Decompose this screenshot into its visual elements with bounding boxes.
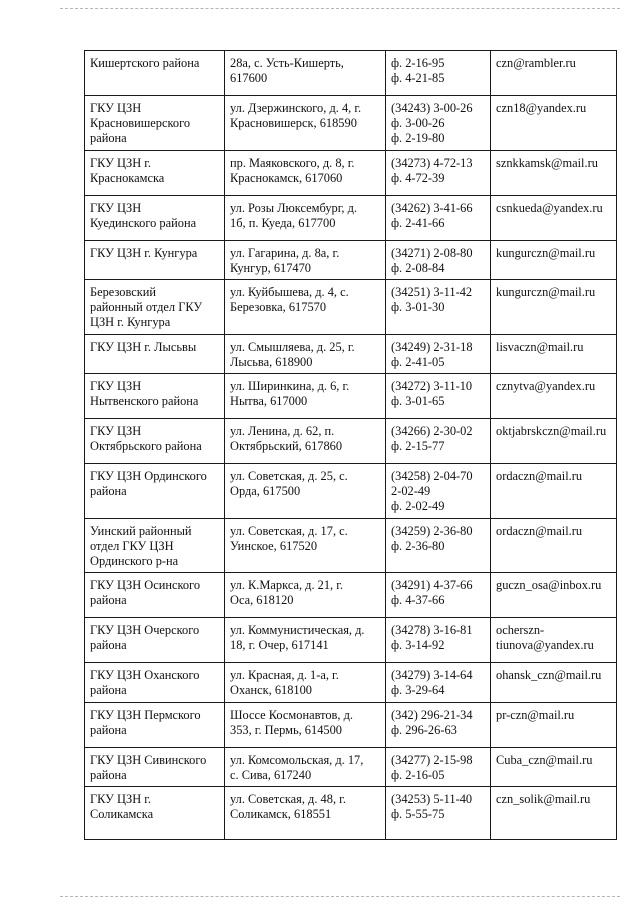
- organization-line: ГКУ ЦЗН Осинского: [90, 578, 201, 593]
- organization-line: ГКУ ЦЗН Ординского: [90, 469, 207, 484]
- phone-cell: [386, 334, 491, 373]
- address-line: 617600: [230, 71, 268, 86]
- organization-line: Октябрьского района: [90, 439, 202, 454]
- address-line: Красновишерск, 618590: [230, 116, 357, 131]
- organization-line: ГКУ ЦЗН Оханского: [90, 668, 200, 683]
- table-row: [85, 195, 617, 240]
- address-line: Соликамск, 618551: [230, 807, 332, 822]
- phone-cell: [386, 464, 491, 519]
- email-cell: [491, 618, 617, 663]
- phone-line: ф. 2-02-49: [391, 499, 445, 514]
- address-line: ул. Розы Люксембург, д.: [230, 200, 357, 215]
- organization-line: ГКУ ЦЗН г.: [90, 792, 152, 807]
- organization-cell: [85, 702, 225, 747]
- table-row: [85, 702, 617, 747]
- address-line: 28а, с. Усть-Кишерть,: [230, 56, 344, 70]
- organization-cell: [85, 374, 225, 419]
- email-line: czn@rambler.ru: [496, 56, 576, 70]
- organization-cell: [85, 240, 225, 279]
- address-cell: [225, 419, 386, 464]
- email-line: czn18@yandex.ru: [496, 101, 587, 115]
- organization-line: района: [90, 638, 127, 653]
- address-line: ул. Красная, д. 1-а, г.: [230, 668, 339, 683]
- table-row: [85, 280, 617, 335]
- email-line: pr-czn@mail.ru: [496, 707, 575, 722]
- phone-cell: [386, 573, 491, 618]
- address-cell: [225, 96, 386, 151]
- organization-line: ГКУ ЦЗН: [90, 379, 142, 394]
- phone-cell: [386, 419, 491, 464]
- address-line: ул. К.Маркса, д. 21, г.: [230, 578, 344, 593]
- email-cell: [491, 747, 617, 786]
- organization-cell: [85, 518, 225, 573]
- scan-edge-bottom: [60, 896, 620, 897]
- email-line: csnkueda@yandex.ru: [496, 200, 603, 215]
- address-cell: [225, 195, 386, 240]
- address-line: Шоссе Космонавтов, д.: [230, 707, 354, 722]
- address-line: Октябрьский, 617860: [230, 439, 343, 454]
- address-cell: [225, 464, 386, 519]
- address-cell: [225, 747, 386, 786]
- phone-line: ф. 3-00-26: [391, 116, 445, 131]
- organization-cell: [85, 787, 225, 840]
- table-row: [85, 419, 617, 464]
- address-line: Краснокамск, 617060: [230, 170, 343, 185]
- email-cell: [491, 787, 617, 840]
- phone-line: (34253) 5-11-40: [391, 792, 473, 807]
- address-line: ул. Комсомольская, д. 17,: [230, 752, 364, 767]
- phone-line: ф. 2-15-77: [391, 439, 445, 454]
- phone-line: ф. 2-08-84: [391, 260, 445, 275]
- phone-cell: [386, 747, 491, 786]
- phone-line: ф. 3-29-64: [391, 683, 445, 698]
- organization-line: района: [90, 683, 127, 698]
- email-line: kungurczn@mail.ru: [496, 245, 596, 260]
- email-line: oktjabrskczn@mail.ru: [496, 424, 607, 439]
- address-cell: [225, 702, 386, 747]
- address-line: Нытва, 617000: [230, 394, 308, 409]
- address-cell: [225, 150, 386, 195]
- phone-line: ф. 3-14-92: [391, 638, 445, 653]
- organization-cell: [85, 195, 225, 240]
- email-cell: [491, 150, 617, 195]
- organization-line: ГКУ ЦЗН г. Кунгура: [90, 245, 198, 260]
- address-cell: [225, 573, 386, 618]
- address-line: 1б, п. Куеда, 617700: [230, 215, 336, 230]
- organization-line: Красновишерского: [90, 116, 191, 131]
- phone-line: (34243) 3-00-26: [391, 101, 473, 115]
- organization-cell: [85, 747, 225, 786]
- phone-line: ф. 296-26-63: [391, 722, 457, 737]
- organization-line: Кишертского района: [90, 56, 200, 70]
- address-line: ул. Советская, д. 17, с.: [230, 523, 348, 538]
- organization-line: района: [90, 131, 127, 146]
- email-line: ocherszn-: [496, 623, 545, 638]
- table-row: [85, 334, 617, 373]
- email-line: tiunova@yandex.ru: [496, 638, 594, 653]
- address-line: Березовка, 617570: [230, 300, 327, 315]
- organization-line: района: [90, 722, 127, 737]
- address-cell: [225, 51, 386, 96]
- email-line: cznytva@yandex.ru: [496, 379, 596, 394]
- table-row: [85, 663, 617, 702]
- phone-line: (34291) 4-37-66: [391, 578, 473, 593]
- email-cell: [491, 51, 617, 96]
- phone-line: (34249) 2-31-18: [391, 339, 473, 354]
- phone-cell: [386, 240, 491, 279]
- email-line: ohansk_czn@mail.ru: [496, 668, 602, 683]
- email-line: guczn_osa@inbox.ru: [496, 578, 602, 593]
- table-row: [85, 618, 617, 663]
- address-line: ул. Ширинкина, д. 6, г.: [230, 379, 350, 394]
- address-line: 353, г. Пермь, 614500: [230, 722, 342, 737]
- organization-cell: [85, 663, 225, 702]
- phone-line: ф. 5-55-75: [391, 807, 445, 822]
- phone-line: ф. 4-21-85: [391, 71, 445, 86]
- phone-cell: [386, 702, 491, 747]
- phone-cell: [386, 787, 491, 840]
- email-cell: [491, 195, 617, 240]
- phone-line: (34251) 3-11-42: [391, 285, 473, 300]
- scan-edge-top: [60, 8, 620, 9]
- phone-cell: [386, 618, 491, 663]
- address-line: ул. Смышляева, д. 25, г.: [230, 339, 355, 354]
- phone-line: ф. 4-37-66: [391, 593, 445, 608]
- email-cell: [491, 702, 617, 747]
- address-line: ул. Советская, д. 25, с.: [230, 469, 348, 484]
- address-cell: [225, 280, 386, 335]
- organization-line: отдел ГКУ ЦЗН: [90, 538, 174, 553]
- table-body: [85, 51, 617, 840]
- organization-cell: [85, 573, 225, 618]
- organization-line: Ординского р-на: [90, 554, 179, 569]
- organization-cell: [85, 419, 225, 464]
- address-line: ул. Ленина, д. 62, п.: [230, 424, 335, 439]
- email-cell: [491, 573, 617, 618]
- table-row: [85, 573, 617, 618]
- table-row: [85, 464, 617, 519]
- phone-cell: [386, 96, 491, 151]
- phone-line: (34266) 2-30-02: [391, 424, 473, 439]
- phone-line: ф. 2-41-05: [391, 354, 445, 369]
- address-line: ул. Советская, д. 48, г.: [230, 792, 346, 807]
- address-line: с. Сива, 617240: [230, 767, 312, 782]
- phone-line: (34277) 2-15-98: [391, 752, 473, 767]
- phone-line: (34271) 2-08-80: [391, 245, 473, 260]
- organization-cell: [85, 150, 225, 195]
- table-row: [85, 747, 617, 786]
- phone-line: ф. 3-01-30: [391, 300, 445, 315]
- phone-line: ф. 2-19-80: [391, 131, 445, 146]
- phone-line: ф. 2-16-05: [391, 767, 445, 782]
- address-cell: [225, 663, 386, 702]
- organization-line: ГКУ ЦЗН Пермского: [90, 707, 201, 722]
- organization-line: района: [90, 767, 127, 782]
- organization-line: ГКУ ЦЗН Очерского: [90, 623, 200, 638]
- address-line: Орда, 617500: [230, 484, 301, 499]
- phone-line: ф. 2-16-95: [391, 56, 445, 70]
- email-cell: [491, 96, 617, 151]
- email-line: ordaczn@mail.ru: [496, 469, 583, 484]
- organization-line: районный отдел ГКУ: [90, 300, 203, 315]
- table-row: [85, 518, 617, 573]
- phone-line: (34258) 2-04-70: [391, 469, 473, 484]
- address-line: Оханск, 618100: [230, 683, 312, 698]
- organization-line: района: [90, 593, 127, 608]
- email-cell: [491, 464, 617, 519]
- organization-line: ГКУ ЦЗН: [90, 101, 142, 115]
- email-cell: [491, 663, 617, 702]
- address-cell: [225, 240, 386, 279]
- email-line: Cuba_czn@mail.ru: [496, 752, 593, 767]
- organization-line: Соликамска: [90, 807, 154, 822]
- organization-cell: [85, 334, 225, 373]
- table-row: [85, 51, 617, 96]
- organization-line: ГКУ ЦЗН: [90, 424, 142, 439]
- organization-cell: [85, 618, 225, 663]
- organization-line: ГКУ ЦЗН г.: [90, 155, 152, 170]
- organization-line: ГКУ ЦЗН Сивинского: [90, 752, 207, 767]
- address-cell: [225, 787, 386, 840]
- phone-cell: [386, 374, 491, 419]
- organization-line: ГКУ ЦЗН г. Лысьвы: [90, 339, 197, 354]
- organization-line: Нытвенского района: [90, 394, 199, 409]
- address-cell: [225, 334, 386, 373]
- organization-line: Березовский: [90, 285, 157, 300]
- phone-line: (34278) 3-16-81: [391, 623, 473, 638]
- phone-cell: [386, 150, 491, 195]
- address-line: пр. Маяковского, д. 8, г.: [230, 155, 355, 170]
- address-line: Кунгур, 617470: [230, 260, 311, 275]
- address-line: ул. Коммунистическая, д.: [230, 623, 365, 638]
- phone-cell: [386, 663, 491, 702]
- email-line: czn_solik@mail.ru: [496, 792, 591, 807]
- phone-line: (34272) 3-11-10: [391, 379, 473, 394]
- address-cell: [225, 518, 386, 573]
- phone-line: (34273) 4-72-13: [391, 155, 473, 170]
- phone-line: (342) 296-21-34: [391, 707, 473, 722]
- phone-line: (34259) 2-36-80: [391, 523, 473, 538]
- email-cell: [491, 419, 617, 464]
- email-line: kungurczn@mail.ru: [496, 285, 596, 300]
- address-line: ул. Куйбышева, д. 4, с.: [230, 285, 349, 300]
- email-cell: [491, 374, 617, 419]
- phone-cell: [386, 51, 491, 96]
- table-row: [85, 150, 617, 195]
- organization-cell: [85, 464, 225, 519]
- phone-line: 2-02-49: [391, 484, 431, 499]
- email-line: sznkkamsk@mail.ru: [496, 155, 598, 170]
- address-line: ул. Дзержинского, д. 4, г.: [230, 101, 362, 115]
- address-line: Оса, 618120: [230, 593, 294, 608]
- email-line: ordaczn@mail.ru: [496, 523, 583, 538]
- organization-cell: [85, 96, 225, 151]
- organization-line: Краснокамска: [90, 170, 165, 185]
- phone-line: (34279) 3-14-64: [391, 668, 473, 683]
- phone-cell: [386, 280, 491, 335]
- phone-line: ф. 4-72-39: [391, 170, 445, 185]
- phone-line: ф. 2-41-66: [391, 215, 445, 230]
- email-line: lisvaczn@mail.ru: [496, 339, 584, 354]
- email-cell: [491, 518, 617, 573]
- organization-line: Куединского района: [90, 215, 197, 230]
- table-row: [85, 240, 617, 279]
- organization-cell: [85, 51, 225, 96]
- organization-cell: [85, 280, 225, 335]
- address-line: 18, г. Очер, 617141: [230, 638, 329, 653]
- email-cell: [491, 334, 617, 373]
- address-line: Уинское, 617520: [230, 538, 318, 553]
- phone-cell: [386, 518, 491, 573]
- organization-line: района: [90, 484, 127, 499]
- table-row: [85, 96, 617, 151]
- address-line: ул. Гагарина, д. 8а, г.: [230, 245, 340, 260]
- phone-line: (34262) 3-41-66: [391, 200, 473, 215]
- phone-line: ф. 2-36-80: [391, 538, 445, 553]
- address-cell: [225, 618, 386, 663]
- organization-line: ГКУ ЦЗН: [90, 200, 142, 215]
- organization-line: ЦЗН г. Кунгура: [90, 315, 171, 330]
- table-row: [85, 374, 617, 419]
- phone-cell: [386, 195, 491, 240]
- organization-line: Уинский районный: [90, 523, 192, 538]
- email-cell: [491, 240, 617, 279]
- email-cell: [491, 280, 617, 335]
- phone-line: ф. 3-01-65: [391, 394, 445, 409]
- employment-centers-table: [84, 50, 617, 840]
- address-cell: [225, 374, 386, 419]
- table-row: [85, 787, 617, 840]
- address-line: Лысьва, 618900: [230, 354, 313, 369]
